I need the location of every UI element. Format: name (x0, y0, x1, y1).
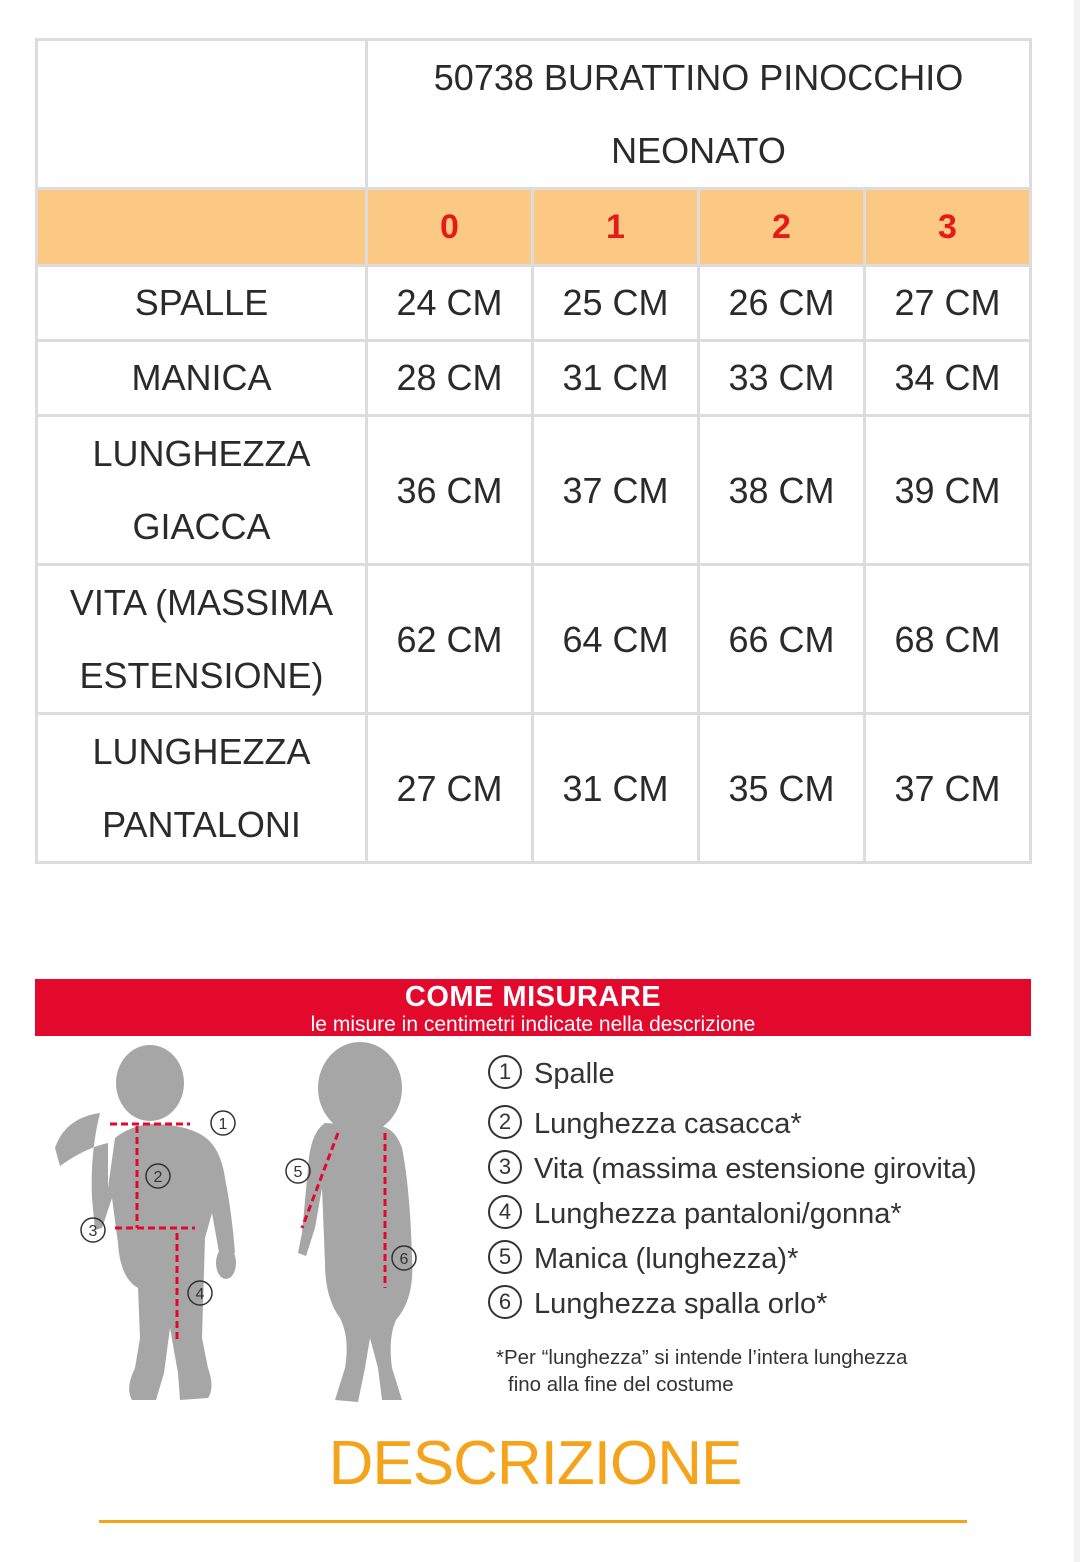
row-label: MANICA (37, 341, 367, 416)
banner-subtitle: le misure in centimetri indicate nella descrizione (310, 1013, 756, 1036)
girl-silhouette-icon (298, 1042, 412, 1402)
table-cell: 33 CM (699, 341, 865, 416)
description-divider (99, 1520, 967, 1523)
legend-item (488, 1192, 1048, 1237)
table-row (37, 416, 1031, 565)
size-header-blank (37, 189, 367, 266)
table-row (37, 341, 1031, 416)
marker-label: 2 (153, 1169, 163, 1186)
table-cell: 66 CM (699, 565, 865, 714)
boy-silhouette-icon (55, 1045, 236, 1400)
how-to-measure-banner (35, 979, 1031, 1036)
legend-number: 5 (488, 1240, 522, 1274)
table-cell: 37 CM (533, 416, 699, 565)
table-cell: 31 CM (533, 714, 699, 863)
legend-item (488, 1237, 1048, 1282)
row-label-line: PANTALONI (102, 804, 301, 845)
table-cell: 39 CM (865, 416, 1031, 565)
table-row (37, 565, 1031, 714)
legend-label: Lunghezza pantaloni/gonna* (534, 1198, 902, 1230)
legend-number: 4 (488, 1195, 522, 1229)
table-cell: 64 CM (533, 565, 699, 714)
table-cell: 28 CM (367, 341, 533, 416)
size-header-cell: 1 (533, 189, 699, 266)
row-label-line: LUNGHEZZA (92, 731, 311, 772)
size-header-cell: 3 (865, 189, 1031, 266)
row-label (37, 565, 367, 714)
marker-label: 6 (399, 1251, 409, 1268)
table-row (37, 266, 1031, 341)
note-line: *Per “lunghezza” si intende l’intera lunghezza (496, 1346, 908, 1369)
marker-label: 4 (195, 1286, 205, 1303)
note-line: fino alla fine del costume (508, 1373, 734, 1396)
table-cell: 38 CM (699, 416, 865, 565)
marker-label: 3 (88, 1223, 98, 1240)
table-row (37, 714, 1031, 863)
legend-number: 2 (488, 1105, 522, 1139)
legend-label: Vita (massima estensione girovita) (534, 1153, 977, 1185)
product-title (367, 40, 1031, 189)
table-cell: 27 CM (865, 266, 1031, 341)
table-cell: 24 CM (367, 266, 533, 341)
scrollbar[interactable] (1074, 0, 1080, 1562)
marker-label: 5 (293, 1164, 303, 1181)
measure-legend (488, 1052, 1048, 1327)
row-label (37, 714, 367, 863)
legend-number: 1 (488, 1055, 522, 1089)
size-header-row (37, 189, 1031, 266)
banner-title: COME MISURARE (404, 981, 662, 1013)
table-cell: 26 CM (699, 266, 865, 341)
table-cell: 62 CM (367, 565, 533, 714)
table-cell: 37 CM (865, 714, 1031, 863)
legend-number: 6 (488, 1285, 522, 1319)
description-heading: DESCRIZIONE (328, 1429, 742, 1498)
row-label-line: GIACCA (132, 506, 271, 547)
table-cell: 31 CM (533, 341, 699, 416)
row-label-line: LUNGHEZZA (92, 433, 311, 474)
table-cell: 35 CM (699, 714, 865, 863)
product-title-line2: NEONATO (611, 130, 786, 171)
table-cell: 68 CM (865, 565, 1031, 714)
product-title-line1: 50738 BURATTINO PINOCCHIO (433, 57, 964, 98)
legend-number: 3 (488, 1150, 522, 1184)
legend-label: Spalle (534, 1058, 615, 1090)
marker-label: 1 (218, 1116, 228, 1133)
row-label-line: ESTENSIONE) (79, 655, 324, 696)
row-label (37, 416, 367, 565)
legend-item (488, 1052, 1048, 1097)
length-note (496, 1344, 1056, 1398)
size-header-cell: 0 (367, 189, 533, 266)
table-cell: 36 CM (367, 416, 533, 565)
corner-cell (37, 40, 367, 189)
legend-item (488, 1282, 1048, 1327)
legend-label: Lunghezza spalla orlo* (534, 1288, 828, 1320)
legend-label: Lunghezza casacca* (534, 1108, 802, 1140)
size-table (35, 38, 1032, 864)
legend-item (488, 1102, 1048, 1147)
table-title-row (37, 40, 1031, 189)
legend-label: Manica (lunghezza)* (534, 1243, 799, 1275)
measurement-figures (40, 1038, 480, 1423)
table-cell: 27 CM (367, 714, 533, 863)
row-label: SPALLE (37, 266, 367, 341)
table-cell: 25 CM (533, 266, 699, 341)
size-header-cell: 2 (699, 189, 865, 266)
legend-item (488, 1147, 1048, 1192)
table-cell: 34 CM (865, 341, 1031, 416)
row-label-line: VITA (MASSIMA (69, 582, 334, 623)
